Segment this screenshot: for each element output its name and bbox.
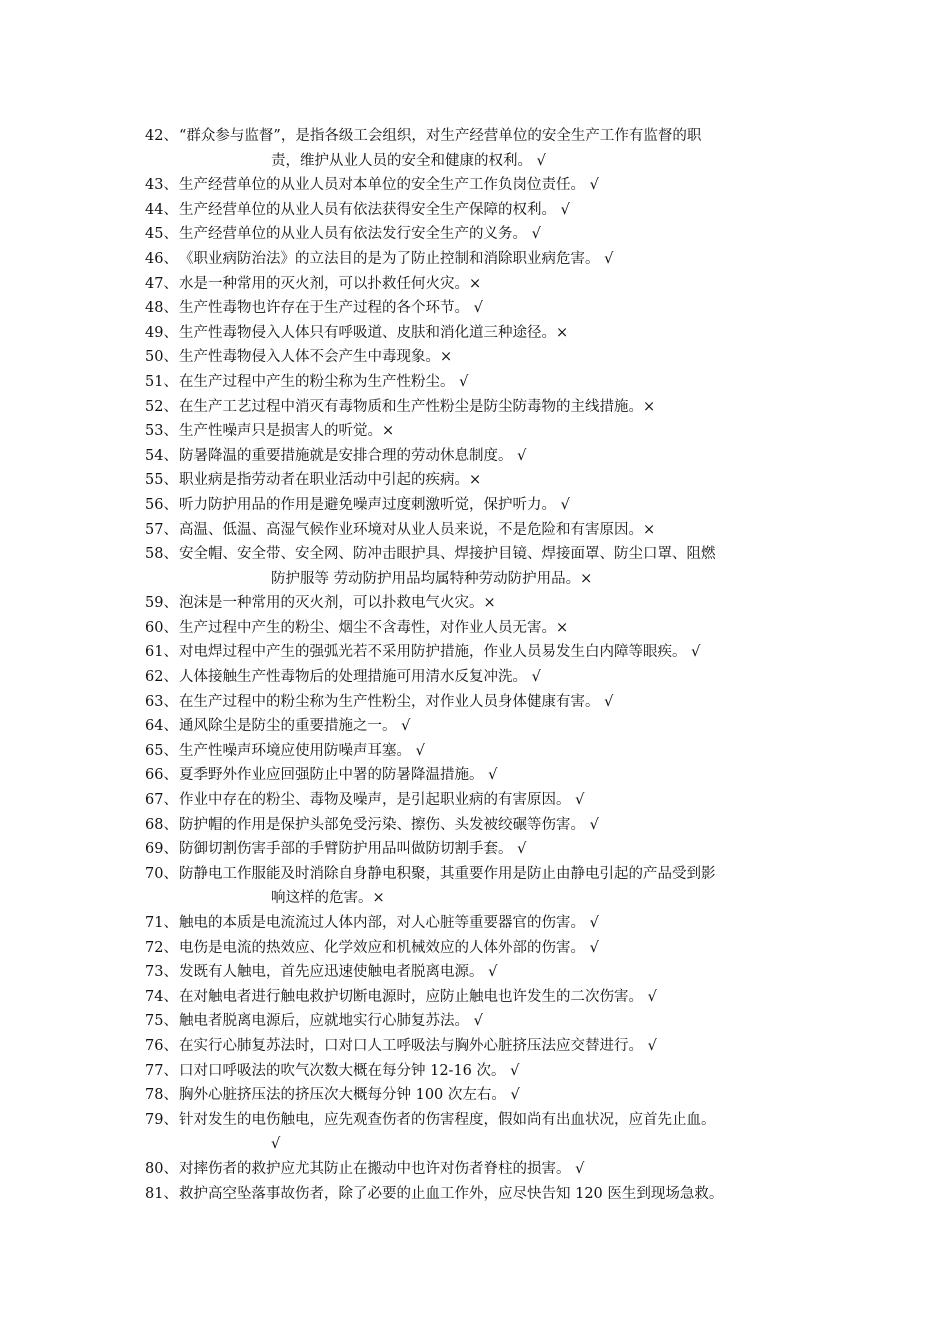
question-number: 67、 — [145, 792, 178, 809]
question-body — [179, 321, 815, 346]
question-number: 50、 — [145, 349, 178, 366]
question-body — [179, 222, 815, 247]
question-text: 对摔伤者的救护应尤其防止在搬动中也许对伤者脊柱的损害。 √ — [179, 1160, 585, 1177]
question-number: 44、 — [145, 201, 178, 218]
question-text: 生产性毒物也许存在于生产过程的各个环节。 √ — [179, 300, 483, 317]
question-text: 作业中存在的粉尘、毒物及噪声，是引起职业病的有害原因。 √ — [179, 792, 585, 809]
question-number: 53、 — [145, 423, 178, 440]
question-item — [145, 763, 815, 788]
question-body — [179, 763, 815, 788]
question-text: 生产性噪声环境应使用防噪声耳塞。 √ — [179, 742, 425, 759]
question-body — [179, 124, 815, 173]
question-item — [145, 468, 815, 493]
question-body — [179, 1108, 815, 1157]
question-item — [145, 714, 815, 739]
question-item — [145, 690, 815, 715]
question-body — [179, 1083, 815, 1108]
question-item — [145, 1034, 815, 1059]
question-body — [179, 616, 815, 641]
question-text: 生产经营单位的从业人员有依法获得安全生产保障的权利。 √ — [179, 201, 570, 218]
question-number: 68、 — [145, 816, 178, 833]
question-text: 生产性毒物侵入人体只有呼吸道、皮肤和消化道三种途径。× — [179, 324, 569, 341]
question-text: 对电焊过程中产生的强弧光若不采用防护措施，作业人员易发生白内障等眼疾。 √ — [179, 644, 701, 661]
question-text: 口对口呼吸法的吹气次数大概在每分钟 12-16 次。 √ — [179, 1062, 520, 1079]
question-text: 防御切割伤害手部的手臂防护用品叫做防切割手套。 √ — [179, 841, 527, 858]
question-text: 人体接触生产性毒物后的处理措施可用清水反复冲洗。 √ — [179, 669, 541, 686]
question-body — [179, 739, 815, 764]
question-item — [145, 1108, 815, 1157]
question-body — [179, 1059, 815, 1084]
question-text: 触电的本质是电流流过人体内部，对人心脏等重要器官的伤害。 √ — [179, 915, 599, 931]
question-text-continuation: 防护服等 劳动防护用品均属特种劳动防护用品。× — [271, 570, 593, 587]
question-item — [145, 493, 815, 518]
question-text: 生产经营单位的从业人员有依法发行安全生产的义务。 √ — [179, 226, 541, 243]
question-item — [145, 1009, 815, 1034]
question-item — [145, 739, 815, 764]
question-number: 45、 — [145, 226, 178, 243]
question-item — [145, 911, 815, 936]
question-body — [179, 542, 815, 591]
question-text: 发既有人触电，首先应迅速使触电者脱离电源。 √ — [179, 964, 498, 981]
question-body — [179, 837, 815, 862]
question-number: 75、 — [145, 1013, 178, 1030]
question-number: 60、 — [145, 619, 178, 636]
question-text: 在生产过程中的粉尘称为生产性粉尘，对作业人员身体健康有害。 √ — [179, 693, 614, 710]
question-item — [145, 1083, 815, 1108]
question-text-continuation: √ — [271, 1136, 281, 1153]
question-number: 48、 — [145, 300, 178, 317]
question-item — [145, 419, 815, 444]
question-number: 57、 — [145, 521, 178, 538]
question-text: 听力防护用品的作用是避免噪声过度刺激听觉，保护听力。 √ — [179, 496, 570, 513]
question-text: 防静电工作服能及时消除自身静电积聚，其重要作用是防止由静电引起的产品受到影 — [179, 865, 716, 882]
question-number: 72、 — [145, 939, 178, 956]
question-body — [179, 960, 815, 985]
question-text: 夏季野外作业应回强防止中署的防暑降温措施。 √ — [179, 767, 498, 784]
question-item — [145, 837, 815, 862]
question-body — [179, 345, 815, 370]
question-body — [179, 862, 815, 911]
question-body — [179, 690, 815, 715]
question-text-continuation: 响这样的危害。× — [271, 890, 385, 907]
question-item — [145, 345, 815, 370]
question-body — [179, 247, 815, 272]
question-body — [179, 1034, 815, 1059]
question-number: 55、 — [145, 472, 178, 489]
question-text: 防暑降温的重要措施就是安排合理的劳动休息制度。 √ — [179, 447, 527, 464]
question-number: 80、 — [145, 1160, 178, 1177]
question-body — [179, 591, 815, 616]
question-text: “群众参与监督”，是指各级工会组织，对生产经营单位的安全生产工作有监督的职 — [179, 128, 702, 144]
question-body — [179, 444, 815, 469]
question-body — [179, 370, 815, 395]
question-text: 触电者脱离电源后，应就地实行心肺复苏法。 √ — [179, 1013, 483, 1030]
question-item — [145, 862, 815, 911]
question-text: 生产过程中产生的粉尘、烟尘不含毒性，对作业人员无害。× — [179, 619, 569, 636]
question-item — [145, 395, 815, 420]
question-number: 64、 — [145, 718, 178, 735]
question-body — [179, 788, 815, 813]
question-item — [145, 1182, 815, 1207]
question-number: 79、 — [145, 1111, 178, 1128]
question-item — [145, 960, 815, 985]
question-number: 71、 — [145, 915, 178, 931]
question-number: 43、 — [145, 177, 178, 194]
question-text: 泡沫是一种常用的灭火剂，可以扑救电气火灾。× — [179, 595, 496, 612]
question-body — [179, 936, 815, 961]
question-number: 49、 — [145, 324, 178, 341]
question-body — [179, 518, 815, 543]
question-body — [179, 296, 815, 321]
question-item — [145, 272, 815, 297]
question-number: 52、 — [145, 398, 178, 415]
question-item — [145, 173, 815, 198]
question-number: 51、 — [145, 373, 178, 390]
question-number: 62、 — [145, 669, 178, 686]
question-number: 66、 — [145, 767, 178, 784]
question-body — [179, 419, 815, 444]
question-item — [145, 321, 815, 346]
question-number: 70、 — [145, 865, 178, 882]
question-body — [179, 640, 815, 665]
question-number: 58、 — [145, 546, 178, 563]
question-item — [145, 222, 815, 247]
question-item — [145, 198, 815, 223]
question-number: 59、 — [145, 595, 178, 612]
question-item — [145, 1059, 815, 1084]
question-text: 在实行心肺复苏法时，口对口人工呼吸法与胸外心脏挤压法应交替进行。 √ — [179, 1037, 657, 1054]
question-number: 74、 — [145, 988, 178, 1005]
question-text: 胸外心脏挤压法的挤压次大概每分钟 100 次左右。 √ — [179, 1087, 520, 1104]
question-number: 56、 — [145, 496, 178, 513]
question-number: 76、 — [145, 1037, 178, 1054]
question-body — [179, 493, 815, 518]
question-number: 61、 — [145, 644, 178, 661]
question-number: 63、 — [145, 693, 178, 710]
question-item — [145, 591, 815, 616]
question-number: 73、 — [145, 964, 178, 981]
question-text: 在生产工艺过程中消灭有毒物质和生产性粉尘是防尘防毒物的主线措施。× — [179, 398, 656, 415]
question-body — [179, 173, 815, 198]
question-item — [145, 296, 815, 321]
question-item — [145, 936, 815, 961]
question-text: 通风除尘是防尘的重要措施之一。 √ — [179, 718, 411, 735]
question-text: 生产经营单位的从业人员对本单位的安全生产工作负岗位责任。 √ — [179, 177, 599, 194]
question-text: 在对触电者进行触电救护切断电源时，应防止触电也许发生的二次伤害。 √ — [179, 988, 657, 1005]
question-item — [145, 444, 815, 469]
question-number: 46、 — [145, 250, 178, 267]
question-body — [179, 272, 815, 297]
question-number: 47、 — [145, 275, 178, 292]
question-item — [145, 1157, 815, 1182]
question-item — [145, 813, 815, 838]
question-item — [145, 518, 815, 543]
question-text: 在生产过程中产生的粉尘称为生产性粉尘。 √ — [179, 373, 469, 390]
question-text: 生产性毒物侵入人体不会产生中毒现象。× — [179, 349, 453, 366]
question-item — [145, 247, 815, 272]
question-item — [145, 665, 815, 690]
question-text: 电伤是电流的热效应、化学效应和机械效应的人体外部的伤害。 √ — [179, 939, 599, 956]
question-text: 救护高空坠落事故伤者，除了必要的止血工作外，应尽快告知 120 医生到现场急救。 — [179, 1185, 724, 1202]
question-body — [179, 813, 815, 838]
question-text: 职业病是指劳动者在职业活动中引起的疾病。× — [179, 472, 482, 489]
question-body — [179, 468, 815, 493]
question-item — [145, 985, 815, 1010]
question-item — [145, 124, 815, 173]
question-body — [179, 665, 815, 690]
question-item — [145, 370, 815, 395]
question-body — [179, 1009, 815, 1034]
question-item — [145, 616, 815, 641]
question-body — [179, 395, 815, 420]
question-text: 防护帽的作用是保护头部免受污染、擦伤、头发被绞碾等伤害。 √ — [179, 816, 599, 833]
question-number: 65、 — [145, 742, 178, 759]
question-number: 77、 — [145, 1062, 178, 1079]
true-false-question-list — [145, 124, 815, 1206]
question-number: 54、 — [145, 447, 178, 464]
question-text: 针对发生的电伤触电，应先观查伤者的伤害程度，假如尚有出血状况，应首先止血。 — [179, 1111, 716, 1128]
question-body — [179, 985, 815, 1010]
question-item — [145, 640, 815, 665]
question-body — [179, 198, 815, 223]
question-text: 生产性噪声只是损害人的听觉。× — [179, 423, 395, 440]
question-body — [179, 911, 815, 936]
question-text: 高温、低温、高湿气候作业环境对从业人员来说，不是危险和有害原因。× — [179, 521, 656, 538]
question-number: 69、 — [145, 841, 178, 858]
question-body — [179, 1157, 815, 1182]
question-text: 水是一种常用的灭火剂，可以扑救任何火灾。× — [179, 275, 482, 292]
question-number: 81、 — [145, 1185, 178, 1202]
question-body — [179, 714, 815, 739]
question-body — [179, 1182, 815, 1207]
question-text-continuation: 责，维护从业人员的安全和健康的权利。 √ — [271, 152, 546, 169]
question-item — [145, 788, 815, 813]
question-number: 42、 — [145, 128, 178, 144]
question-item — [145, 542, 815, 591]
question-number: 78、 — [145, 1087, 178, 1104]
question-text: 安全帽、安全带、安全网、防冲击眼护具、焊接护目镜、焊接面罩、防尘口罩、阻燃 — [179, 546, 716, 563]
question-text: 《职业病防治法》的立法目的是为了防止控制和消除职业病危害。 √ — [179, 250, 614, 267]
